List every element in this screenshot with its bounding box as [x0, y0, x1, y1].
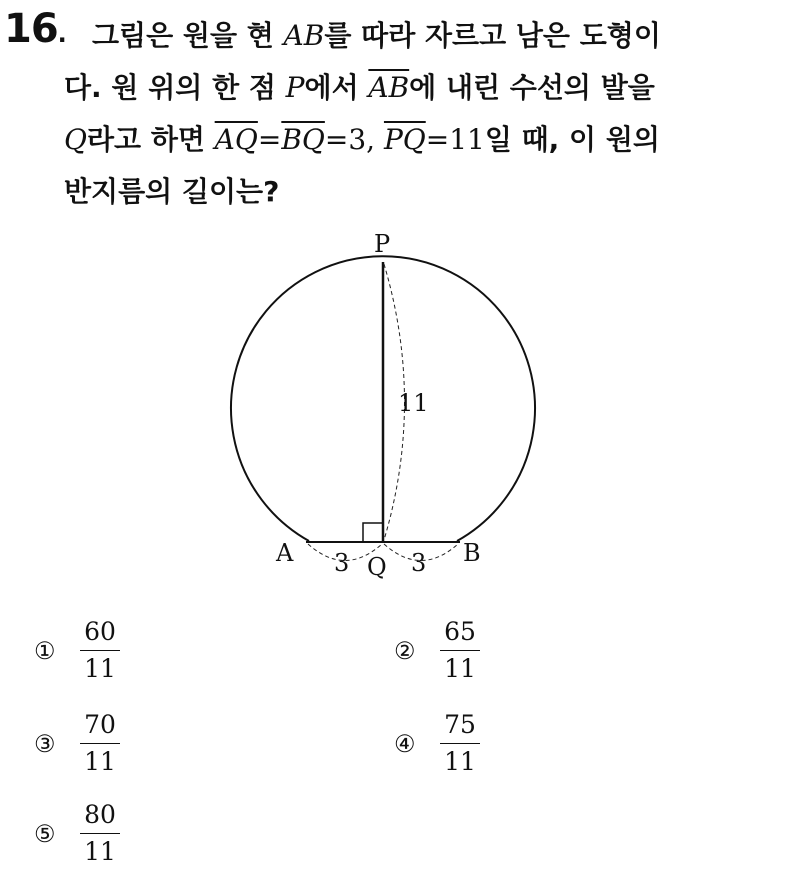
- choice-3-mark: ③: [34, 729, 56, 758]
- fraction-bar: [80, 650, 120, 651]
- choice-5-fraction: [80, 800, 120, 867]
- choice-2-numerator: 65: [444, 617, 476, 646]
- stem-math-segment: $\overline{PQ}$: [383, 123, 426, 156]
- stem-math-segment: $\overline{AQ}$: [214, 123, 258, 156]
- choice-3-numerator: 70: [84, 710, 116, 739]
- stem-math-point: P: [285, 71, 305, 104]
- length-pq: 11: [398, 389, 429, 417]
- choice-5-mark: ⑤: [34, 819, 56, 848]
- question-number-value: 16: [4, 6, 58, 52]
- stem-math-segment: $\overline{AB}$: [368, 71, 410, 104]
- choice-5-denominator: 11: [84, 837, 116, 866]
- choice-1-mark: ①: [34, 636, 56, 665]
- stem-math-segment: $\overline{BQ}$: [281, 123, 325, 156]
- choice-2-mark: ②: [394, 636, 416, 665]
- label-a: A: [276, 539, 294, 567]
- stem-text: 라고 하면: [86, 123, 215, 156]
- stem-text: 에서: [304, 71, 369, 104]
- choice-4-fraction: [440, 710, 480, 777]
- choice-4[interactable]: [394, 710, 480, 777]
- stem-text: 를 따라 자르고 남은 도형이: [324, 19, 661, 52]
- fraction-bar: [80, 833, 120, 834]
- choice-4-mark: ④: [394, 729, 416, 758]
- choice-1-fraction: [80, 617, 120, 684]
- choice-4-denominator: 11: [444, 747, 476, 776]
- stem-text: 일 때, 이 원의: [484, 123, 660, 156]
- label-q: Q: [367, 553, 387, 581]
- choice-2-denominator: 11: [444, 654, 476, 683]
- fraction-bar: [80, 743, 120, 744]
- fraction-bar: [440, 650, 480, 651]
- choice-3-fraction: [80, 710, 120, 777]
- question-number-dot: .: [57, 20, 66, 48]
- stem-text: 그림은 원을 현: [92, 19, 284, 52]
- choice-1-numerator: 60: [84, 617, 116, 646]
- choice-5-numerator: 80: [84, 800, 116, 829]
- label-b: B: [463, 539, 481, 567]
- stem-math-equals: =: [257, 123, 282, 156]
- stem-math-chord: AB: [283, 19, 325, 52]
- choice-2[interactable]: [394, 617, 480, 684]
- length-aq: 3: [334, 549, 350, 577]
- choice-1[interactable]: [34, 617, 120, 684]
- stem-text: 다. 원 위의 한 점: [64, 71, 286, 104]
- choice-3-denominator: 11: [84, 747, 116, 776]
- choice-3[interactable]: [34, 710, 120, 777]
- fraction-bar: [440, 743, 480, 744]
- label-p: P: [374, 230, 391, 258]
- stem-math-value: =3,: [324, 123, 384, 156]
- choice-1-denominator: 11: [84, 654, 116, 683]
- choice-2-fraction: [440, 617, 480, 684]
- choice-5[interactable]: [34, 800, 120, 867]
- stem-text: 에 내린 수선의 발을: [409, 71, 655, 104]
- choice-4-numerator: 75: [444, 710, 476, 739]
- length-qb: 3: [411, 549, 427, 577]
- stem-text: 반지름의 길이는?: [64, 175, 280, 208]
- right-angle-mark: [363, 523, 383, 542]
- stem-math-value: =11: [425, 123, 485, 156]
- stem-math-point: Q: [64, 123, 87, 156]
